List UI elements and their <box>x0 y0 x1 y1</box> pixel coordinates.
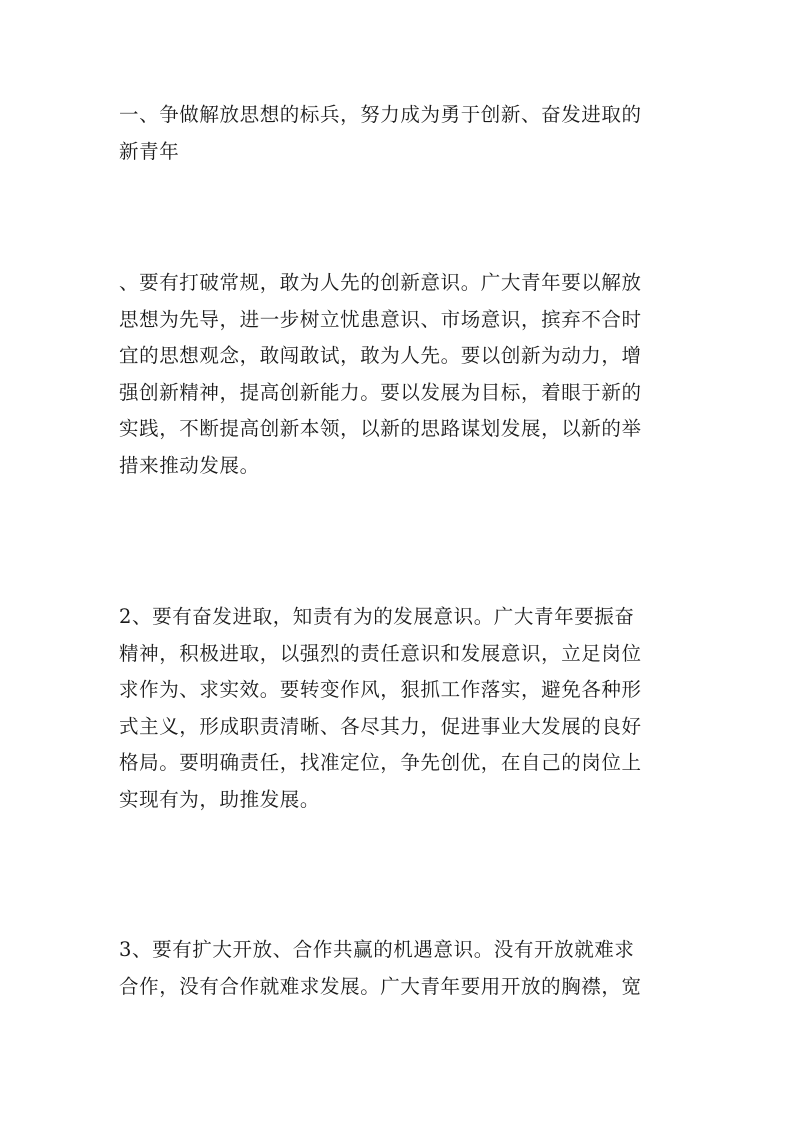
paragraph-line: 实践，不断提高创新本领，以新的思路谋划发展，以新的举 <box>119 417 642 440</box>
paragraph-line: 式主义，形成职责清晰、各尽其力，促进事业大发展的良好 <box>119 714 642 738</box>
paragraph-line: 3、要有扩大开放、合作共赢的机遇意识。没有开放就难求 <box>119 938 635 961</box>
paragraph-opening <box>119 932 675 1005</box>
paragraph-line: 思想为先导，进一步树立忧患意识、市场意识，摈弃不合时 <box>119 307 642 331</box>
paragraph-line: 2、要有奋发进取，知责有为的发展意识。广大青年要振奋 <box>119 605 635 628</box>
paragraph-line: 求作为、求实效。要转变作风，狠抓工作落实，避免各种形 <box>119 678 642 701</box>
paragraph-line: 精神，积极进取，以强烈的责任意识和发展意识，立足岗位 <box>119 641 642 665</box>
heading-line: 一、争做解放思想的标兵，努力成为勇于创新、奋发进取的 <box>119 103 642 126</box>
section-heading <box>119 97 675 170</box>
paragraph-line: 宜的思想观念，敢闯敢试，敢为人先。要以创新为动力，增 <box>119 344 642 367</box>
paragraph-line: 、要有打破常规，敢为人先的创新意识。广大青年要以解放 <box>119 271 642 294</box>
paragraph-line: 合作，没有合作就难求发展。广大青年要用开放的胸襟，宽 <box>119 974 642 998</box>
heading-line: 新青年 <box>119 139 180 163</box>
paragraph-innovation <box>119 265 675 484</box>
paragraph-line: 格局。要明确责任，找准定位，争先创优，在自己的岗位上 <box>119 751 642 774</box>
paragraph-development <box>119 599 675 818</box>
paragraph-line: 强创新精神，提高创新能力。要以发展为目标，着眼于新的 <box>119 380 642 404</box>
paragraph-line: 措来推动发展。 <box>119 453 260 477</box>
paragraph-line: 实现有为，助推发展。 <box>119 787 321 811</box>
